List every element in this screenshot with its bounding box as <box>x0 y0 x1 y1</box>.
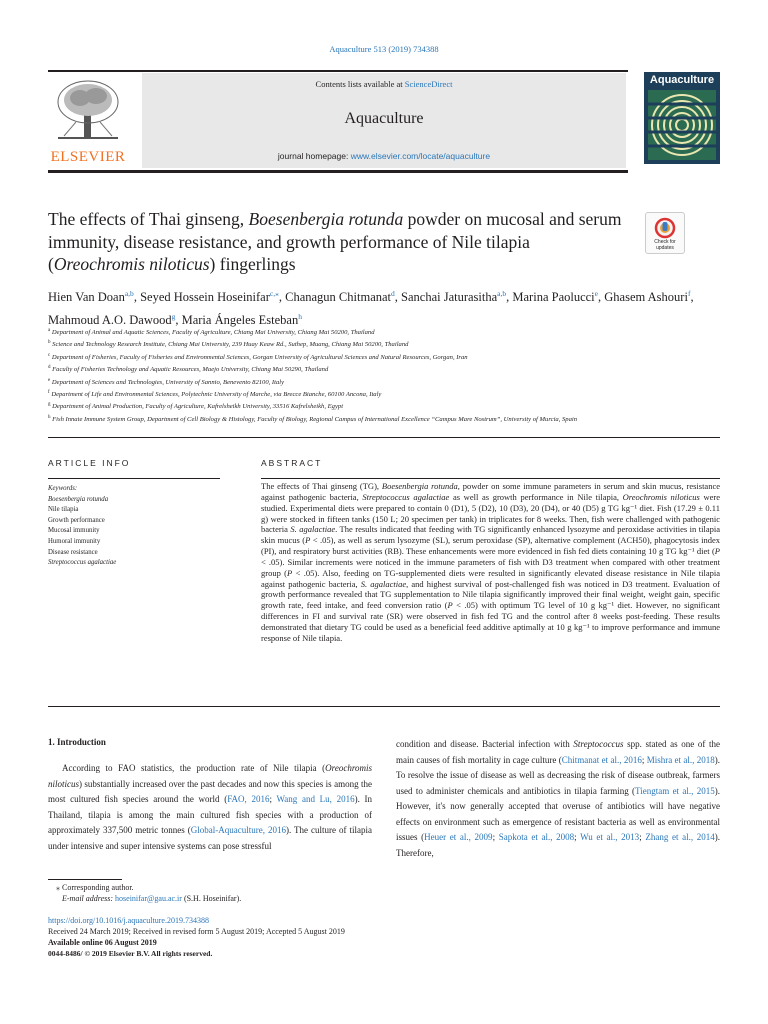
affiliation-marker: b <box>48 340 51 346</box>
author-name: Maria Ángeles Esteban <box>181 313 299 328</box>
title-part-2: powder on mucosal and serum immunity, disease resistance, and growth performance of Nile tilapia ( <box>48 209 622 274</box>
abstract-italic: S. agalactiae <box>360 578 407 589</box>
author-affiliation-marker[interactable]: e <box>594 289 598 298</box>
author-affiliation-marker[interactable]: a,b <box>124 289 134 298</box>
author-affiliation-marker[interactable]: a,b <box>497 289 507 298</box>
author-name: Seyed Hossein Hoseinifar <box>140 290 270 305</box>
journal-homepage <box>142 151 626 161</box>
citation-link[interactable]: Wang and Lu, 2016 <box>276 794 355 804</box>
author-name: Chanagun Chitmanat <box>285 290 392 305</box>
abstract-italic: P <box>287 567 293 578</box>
homepage-label: journal homepage: <box>277 151 351 161</box>
article-info-heading: ARTICLE INFO <box>48 458 131 468</box>
affiliation-item <box>48 400 708 412</box>
check-updates-label: Check for updates <box>654 239 676 251</box>
abstract-rule <box>261 478 720 479</box>
author-separator: , <box>394 290 402 305</box>
affiliation-marker: e <box>48 377 51 383</box>
intro-italic: Streptococcus <box>573 739 624 749</box>
abstract-text: < .05). Similar increments were noticed in the immune parameters of fish with D3 treatment when compared with other treatment group ( <box>261 556 720 578</box>
affiliations <box>48 326 708 425</box>
intro-italic: Oreochromis niloticus <box>48 763 372 789</box>
abstract-text: < .05) with optimum TG level of 10 g kg⁻¹ diet. However, no significant differences in FI and survival rate (SR) were observed in fish fed TG and the control after 8 weeks post-feeding. These results demonstrated that dietary TG could be used as a beneficial feed additive aptimally at 10 g kg⁻¹ to improve performance and immune response of Nile tilapia. <box>261 600 720 643</box>
journal-reference[interactable]: Aquaculture 513 (2019) 734388 <box>329 44 439 54</box>
abstract-text: , powder on some immune parameters in serum and skin mucus, resistance against pathogenic bacteria, <box>261 481 721 502</box>
citation-link[interactable]: Heuer et al., 2009 <box>424 832 493 842</box>
affiliation-item <box>48 338 708 350</box>
author-separator: , <box>598 290 605 305</box>
abstract-text: as well as growth performance in Nile tilapia, <box>449 491 623 502</box>
author-name: Sanchai Jaturasitha <box>401 290 498 305</box>
citation-link[interactable]: Tiengtam et al., 2015 <box>635 785 715 796</box>
affiliation-text: Department of Animal and Aquatic Sciences, Faculty of Agriculture, Chiang Mai University, Chiang Mai 50200, Thailand <box>50 329 375 337</box>
journal-name: Aquaculture <box>344 110 424 127</box>
abstract-italic: P <box>305 535 311 546</box>
keyword-item: Streptococcus agalactiae <box>48 559 117 567</box>
elsevier-wordmark: ELSEVIER <box>50 149 126 165</box>
keyword-item: Humoral immunity <box>48 537 101 545</box>
abstract-text <box>261 481 720 644</box>
affiliation-text: Science and Technology Research Institute, Chiang Mai University, 239 Huay Keaw Rd., Suthep, Muang, Chiang Mai 50200, Thailand <box>50 341 409 349</box>
abstract-end-rule <box>48 706 720 707</box>
keyword-item: Disease resistance <box>48 548 98 556</box>
citation-link[interactable]: Mishra et al., 2018 <box>646 754 715 765</box>
author-separator: , <box>690 290 694 305</box>
affiliation-text: Department of Life and Environmental Sciences, Polytechnic University of Marche, via Brecce Bianche, 60100 Ancona, Italy <box>49 391 382 399</box>
affiliation-text: Department of Fisheries, Faculty of Fisheries and Environmental Sciences, Gorgan University of Agricultural Sciences and Natural Resources, Gorgan, Iran <box>50 353 468 361</box>
affiliation-item <box>48 388 708 400</box>
keywords-block <box>48 484 220 569</box>
header-bottom-rule <box>48 170 628 173</box>
intro-text: condition and disease. Bacterial infection with <box>396 739 574 749</box>
author-name: Mahmoud A.O. Dawood <box>48 313 172 328</box>
affiliation-text: Department of Animal Production, Faculty of Agriculture, Kafrelsheikh University, 33516 Kafrelsheikh, Egypt <box>50 403 344 411</box>
title-part-3: ) fingerlings <box>209 254 296 274</box>
author-separator: , <box>175 313 182 328</box>
email-link[interactable]: hoseinifar@gau.ac.ir <box>115 894 182 903</box>
cover-art-icon <box>648 90 716 160</box>
affiliation-marker: h <box>48 414 51 420</box>
article-info-rule <box>48 478 220 479</box>
email-line <box>48 893 448 904</box>
copyright: 0044-8486/ © 2019 Elsevier B.V. All rights reserved. <box>48 949 213 958</box>
affiliation-rule <box>48 437 720 438</box>
abstract-italic: Oreochromis niloticus <box>622 491 700 502</box>
abstract-heading: ABSTRACT <box>261 458 323 468</box>
intro-text: ). To resolve the issue of disease as well as decreasing the risk of disease outbreak, farmers used to administer chemicals and antibiotics in tilapia farming ( <box>396 754 720 796</box>
author-affiliation-marker[interactable]: g <box>171 312 176 322</box>
check-for-updates-badge[interactable] <box>645 212 685 254</box>
title-species-2: Oreochromis niloticus <box>53 254 210 274</box>
affiliation-marker: g <box>48 402 51 408</box>
abstract-text: < .05). Also, feeding on TG-supplemented diets were resulted in significantly elevated disease resistance in Nile tilapia against pathogenic bacteria, <box>261 567 720 589</box>
affiliation-item <box>48 413 708 425</box>
intro-text: ). The culture of tilapia under intensive and super intensive systems can pose stressful <box>48 825 372 851</box>
corresponding-author-note: ⁎ Corresponding author. <box>56 883 134 892</box>
title-part-1: The effects of Thai ginseng, <box>48 209 249 229</box>
author-affiliation-marker[interactable]: c,⁎ <box>269 289 279 298</box>
email-suffix: (S.H. Hoseinifar). <box>181 894 242 903</box>
sciencedirect-link[interactable]: ScienceDirect <box>404 79 453 89</box>
author-affiliation-marker[interactable]: d <box>391 289 395 298</box>
title-species-1: Boesenbergia rotunda <box>248 209 404 229</box>
email-label: E-mail address: <box>62 894 116 903</box>
author-separator: , <box>278 290 286 305</box>
elsevier-logo <box>48 78 128 166</box>
affiliation-marker: c <box>48 352 51 358</box>
affiliation-text: Department of Sciences and Technologies, University of Sannio, Benevento 82100, Italy <box>50 378 285 386</box>
intro-text: According to FAO statistics, the production rate of Nile tilapia ( <box>62 763 326 773</box>
intro-column-left <box>48 761 372 854</box>
citation-link[interactable]: Wu et al., 2013 <box>580 832 640 842</box>
keyword-item: Boesenbergia rotunda <box>48 495 109 503</box>
intro-text: ; <box>574 832 581 842</box>
abstract-text: , and highest survival of post-challenged fish was noticed in D3 treatment. Evaluation of growth performance revealed that TG supplementation to Nile tilapia significantly improved their final weight, weight gain, specific growth rate, feed intake, and feed conversion ratio ( <box>261 578 720 611</box>
article-footer <box>48 915 548 959</box>
journal-cover[interactable] <box>644 72 720 164</box>
citation-link[interactable]: Sapkota et al., 2008 <box>498 832 575 842</box>
introduction-heading: 1. Introduction <box>48 737 106 747</box>
citation-link[interactable]: FAO, 2016 <box>227 794 270 804</box>
abstract-italic: S. agalactiae <box>290 524 336 535</box>
affiliation-item <box>48 363 708 375</box>
affiliation-text: Faculty of Fisheries Technology and Aquatic Resources, Maejo University, Chiang Mai 50290, Thailand <box>50 366 329 374</box>
intro-text: ). In Thailand, tilapia is among the main cultured fish species with a production of approximately 337,500 metric tonnes ( <box>48 794 373 835</box>
citation-link[interactable]: Zhang et al., 2014 <box>645 832 715 842</box>
intro-text: ). However, it's now generally accepted that overuse of antibiotics will have negative effects on environment such as emergence of resistant bacteria as well as environmental issues ( <box>396 785 720 842</box>
doi-link[interactable]: https://doi.org/10.1016/j.aquaculture.2019.734388 <box>48 916 209 925</box>
author-separator: , <box>133 290 141 305</box>
abstract-text: The effects of Thai ginseng (TG), <box>261 481 382 491</box>
intro-text: ; <box>492 832 499 842</box>
author-list <box>48 284 708 330</box>
affiliation-marker: a <box>48 328 51 333</box>
intro-text: spp. stated as one of the main causes of fish mortality in cage culture ( <box>396 739 720 765</box>
keywords-label: Keywords: <box>48 485 78 492</box>
footnote-rule <box>48 879 122 880</box>
abstract-italic: P <box>714 546 720 557</box>
intro-text: ; <box>269 794 277 804</box>
abstract-italic: P <box>447 600 453 611</box>
citation-link[interactable]: Chitmanat et al., 2016 <box>561 754 642 765</box>
intro-column-right <box>396 737 720 861</box>
intro-text: ). Therefore, <box>396 832 721 858</box>
affiliation-text: Fish Innate Immune System Group, Department of Cell Biology & Histology, Faculty of Biology, Regional Campus of International Excellence “Campus Mare Nostrum”, University of Murcia, Spain <box>50 415 578 423</box>
author-name: Marina Paolucci <box>512 290 595 305</box>
author-name: Ghasem Ashouri <box>604 290 688 305</box>
header-top-rule <box>48 70 628 72</box>
author-affiliation-marker[interactable]: f <box>687 289 691 298</box>
article-title <box>48 208 628 276</box>
abstract-italic: Boesenbergia rotunda <box>381 481 458 491</box>
affiliation-item <box>48 351 708 363</box>
keyword-item: Growth performance <box>48 516 105 524</box>
citation-link[interactable]: Global-Aquaculture, 2016 <box>190 825 286 835</box>
affiliation-marker: f <box>48 389 50 395</box>
intro-text: ; <box>641 754 647 765</box>
intro-text: ; <box>639 832 646 842</box>
intro-text: ) substantially increased over the past decades and now this species is among the most cultured fish species around the world ( <box>48 778 372 804</box>
available-online: Available online 06 August 2019 <box>48 938 157 947</box>
received-dates: Received 24 March 2019; Received in revised form 5 August 2019; Accepted 5 August 2019 <box>48 927 345 936</box>
affiliation-item <box>48 376 708 388</box>
corresponding-footnote <box>48 882 448 904</box>
contents-available <box>142 79 626 89</box>
elsevier-tree-icon <box>54 78 122 144</box>
affiliation-item <box>48 326 708 338</box>
abstract-text: were studied. Experimental diets were prepared to contain 0 (D1), 5 (D2), 10 (D3), 20 (D4), or 40 (D5) g TG kg⁻¹ diet. Fish (17.29 ± 0.11 g) were stocked in fifteen tanks (150 L; 20 specimen per tank) in triplicates for 8 weeks. Then, fish were challenged with pathogenic bacteria <box>261 491 721 535</box>
author-name: Hien Van Doan <box>48 290 125 305</box>
homepage-link[interactable]: www.elsevier.com/locate/aquaculture <box>350 151 491 161</box>
author-affiliation-marker[interactable]: h <box>298 312 302 322</box>
cover-title: Aquaculture <box>649 74 715 86</box>
author-separator: , <box>506 290 513 305</box>
affiliation-marker: d <box>48 365 51 371</box>
keyword-item: Mucosal immunity <box>48 527 100 535</box>
keyword-item: Nile tilapia <box>48 506 79 514</box>
contents-prefix: Contents lists available at <box>315 79 405 89</box>
abstract-text: < .05), as well as serum lysozyme (SL), serum peroxidase (SP), alternative complement (ACH50), phagocytosis index (PI), and respiratory burst activities (RB). These enhancements were more evidenced in fish fed diets containing 10 g TG kg⁻¹ diet ( <box>261 535 720 557</box>
abstract-italic: Streptococcus agalactiae <box>362 491 450 502</box>
abstract-text: . The results indicated that feeding with TG significantly enhanced lysozyme and peroxidase activities in tilapia skin mucus ( <box>261 524 720 546</box>
